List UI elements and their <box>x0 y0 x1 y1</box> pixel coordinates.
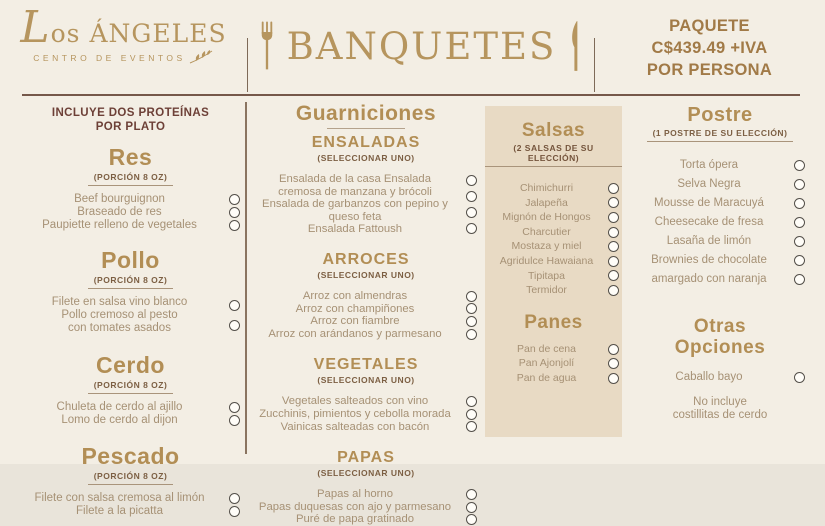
selection-circle[interactable] <box>608 373 619 384</box>
section-items <box>18 193 243 232</box>
menu-item-line: Ensalada Fattoush <box>307 223 403 236</box>
menu-item-line: Mostaza y miel <box>511 240 582 253</box>
section-title-res: Res <box>108 143 153 170</box>
menu-item-line: Jalapeña <box>525 196 568 209</box>
selection-circle[interactable] <box>794 255 805 266</box>
postre-subtitle: (1 POSTRE DE SU ELECCIÓN) <box>632 128 808 142</box>
menu-item-line: amargado con naranja <box>651 273 767 285</box>
menu-item-line: Otras <box>693 316 747 337</box>
section-subtitle: (SELECCIONAR UNO) <box>317 153 415 163</box>
menu-item-line: Charcutier <box>522 225 571 238</box>
menu-item-line: Braseado de res <box>77 205 162 218</box>
section-items <box>252 290 480 340</box>
section-title-pescado: Pescado <box>81 442 180 469</box>
postre-items <box>632 156 808 289</box>
menu-item-line: Arroz con almendras <box>302 289 408 302</box>
selection-circle[interactable] <box>608 241 619 252</box>
selection-circle[interactable] <box>229 506 240 517</box>
section-pollo <box>18 247 243 335</box>
menu-item-line: Papas duquesas con ajo y parmesano <box>258 500 452 513</box>
section-title-pollo: Pollo <box>101 246 160 273</box>
section-title-cerdo: Cerdo <box>96 351 165 378</box>
section-subtitle: (SELECCIONAR UNO) <box>317 269 415 280</box>
section-res <box>18 144 243 232</box>
brand-tagline: CENTRO DE EVENTOS <box>33 53 186 63</box>
section-items <box>18 296 243 335</box>
section-items <box>252 488 480 526</box>
section-pescado <box>18 443 243 518</box>
fork-icon <box>260 20 274 72</box>
selection-circle[interactable] <box>229 220 240 231</box>
menu-item-line: Filete con salsa cremosa al limón <box>34 491 205 504</box>
menu-item-line: Chimichurri <box>519 182 574 194</box>
selection-circle[interactable] <box>466 409 477 420</box>
menu-item-line: queso feta <box>328 210 382 223</box>
section-vegetales <box>252 356 480 433</box>
section-subtitle: (PORCIÓN 8 OZ) <box>18 471 243 485</box>
selection-circle[interactable] <box>466 396 477 407</box>
menu-item-line: No incluye <box>693 395 747 408</box>
guarniciones-title: Guarniciones <box>295 102 437 125</box>
proteins-note <box>18 106 243 135</box>
guarniciones-column <box>252 100 480 526</box>
panes-items <box>485 342 622 386</box>
selection-circle[interactable] <box>794 160 805 171</box>
selection-circle[interactable] <box>229 493 240 504</box>
selection-circle[interactable] <box>794 372 805 383</box>
otras-items <box>632 371 808 384</box>
menu-item-line: Cheesecake de fresa <box>654 216 764 228</box>
section-papas <box>252 449 480 526</box>
section-title-arroces: ARROCES <box>322 250 410 268</box>
menu-item-line: Mignón de Hongos <box>502 211 591 224</box>
menu-item-line: Lomo de cerdo al dijon <box>61 413 178 426</box>
leaf-ornament-icon <box>188 49 214 65</box>
menu-item-line: Pan Ajonjolí <box>518 357 575 370</box>
section-title-ensaladas: ENSALADAS <box>311 134 421 151</box>
selection-circle[interactable] <box>794 179 805 190</box>
selection-circle[interactable] <box>608 197 619 208</box>
menu-item-line: Caballo bayo <box>675 370 743 383</box>
selection-circle[interactable] <box>229 402 240 413</box>
knife-icon <box>569 20 581 72</box>
menu-item-line: POR PLATO <box>95 121 166 134</box>
selection-circle[interactable] <box>794 236 805 247</box>
selection-circle[interactable] <box>794 274 805 285</box>
menu-item-line: Zucchinis, pimientos y cebolla morada <box>259 407 451 420</box>
selection-circle[interactable] <box>608 183 619 194</box>
menu-item-line: C$439.49 +IVA <box>651 38 768 57</box>
section-title-vegetales: VEGETALES <box>313 356 419 374</box>
menu-item-line: Torta ópera <box>679 159 739 171</box>
selection-circle[interactable] <box>794 198 805 209</box>
header-vertical-separator-left <box>247 38 248 92</box>
menu-item-line: Beef bourguignon <box>74 192 165 205</box>
selection-circle[interactable] <box>466 223 477 234</box>
selection-circle[interactable] <box>229 207 240 218</box>
selection-circle[interactable] <box>466 303 477 314</box>
menu-item-line: Selva Negra <box>677 178 741 190</box>
menu-item-line: POR PERSONA <box>646 60 773 79</box>
selection-circle[interactable] <box>608 227 619 238</box>
brand-name: Los ÁNGELES <box>20 2 227 53</box>
selection-circle[interactable] <box>608 270 619 281</box>
selection-circle[interactable] <box>229 194 240 205</box>
menu-item-line: Papas al horno <box>317 488 393 501</box>
selection-circle[interactable] <box>466 514 477 525</box>
menu-item-line: cremosa de manzana y brócoli <box>278 185 432 198</box>
selection-circle[interactable] <box>794 217 805 228</box>
menu-item-line: Chuleta de cerdo al ajillo <box>56 400 183 413</box>
salsas-subtitle: (2 SALSAS DE SU ELECCIÓN) <box>485 143 622 167</box>
selection-circle[interactable] <box>466 207 477 218</box>
menu-item-line: Tipitapa <box>528 269 565 282</box>
section-ensaladas <box>252 134 480 236</box>
selection-circle[interactable] <box>608 212 619 223</box>
selection-circle[interactable] <box>466 316 477 327</box>
menu-item-line: Puré de papa gratinado <box>295 513 415 526</box>
postre-title: Postre <box>687 104 753 126</box>
salsas-title: Salsas <box>521 120 586 141</box>
package-price <box>594 16 825 81</box>
menu-item-line: Vainicas salteadas con bacón <box>280 420 430 433</box>
menu-title: BANQUETES <box>286 24 557 68</box>
menu-item-line: Pan de agua <box>516 371 577 384</box>
panes-title: Panes <box>524 311 583 333</box>
menu-item-line: Brownies de chocolate <box>651 254 767 266</box>
menu-item-line: INCLUYE DOS PROTEÍNAS <box>51 107 210 119</box>
selection-circle[interactable] <box>466 329 477 340</box>
menu-item-line: Arroz con fiambre <box>310 315 400 328</box>
menu-item-line: con tomates asados <box>68 321 171 334</box>
selection-circle[interactable] <box>466 421 477 432</box>
section-items <box>252 395 480 433</box>
selection-circle[interactable] <box>466 291 477 302</box>
menu-item-line: Agridulce Hawaiana <box>499 254 594 267</box>
selection-circle[interactable] <box>608 285 619 296</box>
menu-item-line: Termidor <box>526 284 567 297</box>
section-subtitle: (PORCIÓN 8 OZ) <box>18 275 243 289</box>
section-items <box>18 401 243 427</box>
selection-circle[interactable] <box>466 191 477 202</box>
section-subtitle: (SELECCIONAR UNO) <box>317 375 415 386</box>
postre-column <box>632 100 808 422</box>
section-items <box>18 492 243 518</box>
proteins-column <box>18 100 243 518</box>
section-cerdo <box>18 352 243 427</box>
section-items <box>252 173 480 236</box>
menu-item-line: costillitas de cerdo <box>672 408 768 421</box>
guarniciones-underline <box>327 128 405 129</box>
menu-item-line: Lasaña de limón <box>666 235 752 247</box>
menu-item-line: Arroz con arándanos y parmesano <box>268 327 442 340</box>
menu-item-line: Pollo cremoso al pesto <box>61 308 178 321</box>
menu-item-line: Paupiette relleno de vegetales <box>42 218 197 231</box>
header-divider <box>22 94 800 96</box>
selection-circle[interactable] <box>608 358 619 369</box>
otras-note <box>632 396 808 422</box>
otras-opciones-title <box>632 317 808 359</box>
selection-circle[interactable] <box>608 256 619 267</box>
selection-circle[interactable] <box>466 489 477 500</box>
salsas-items <box>485 181 622 298</box>
salsas-panel <box>485 106 622 437</box>
section-subtitle: (PORCIÓN 8 OZ) <box>18 172 243 186</box>
menu-item-line: Vegetales salteados con vino <box>281 395 429 408</box>
section-title-papas: PAPAS <box>337 449 395 467</box>
menu-item-line: Filete en salsa vino blanco <box>51 295 188 308</box>
package-price-lines <box>594 16 825 81</box>
menu-item-line: PAQUETE <box>669 17 750 35</box>
menu-item-line: Pan de cena <box>517 342 576 355</box>
section-subtitle: (PORCIÓN 8 OZ) <box>18 380 243 394</box>
menu-item-line: Mousse de Maracuyá <box>654 197 764 209</box>
selection-circle[interactable] <box>229 415 240 426</box>
brand-logo <box>0 2 247 66</box>
section-arroces <box>252 251 480 340</box>
selection-circle[interactable] <box>466 175 477 186</box>
menu-item-line: Ensalada de la casa Ensalada <box>279 173 431 185</box>
selection-circle[interactable] <box>608 344 619 355</box>
selection-circle[interactable] <box>466 502 477 513</box>
menu-item-line: Filete a la picatta <box>76 504 163 517</box>
header-vertical-separator-right <box>594 38 595 92</box>
column-divider <box>245 102 247 454</box>
menu-item-line: Opciones <box>674 336 766 358</box>
selection-circle[interactable] <box>229 320 240 331</box>
menu-item-line: Ensalada de garbanzos con pepino y <box>262 198 448 211</box>
menu-item-line: Arroz con champiñones <box>295 302 415 315</box>
section-subtitle: (SELECCIONAR UNO) <box>317 468 415 479</box>
menu-title-block <box>247 0 594 92</box>
selection-circle[interactable] <box>229 300 240 311</box>
